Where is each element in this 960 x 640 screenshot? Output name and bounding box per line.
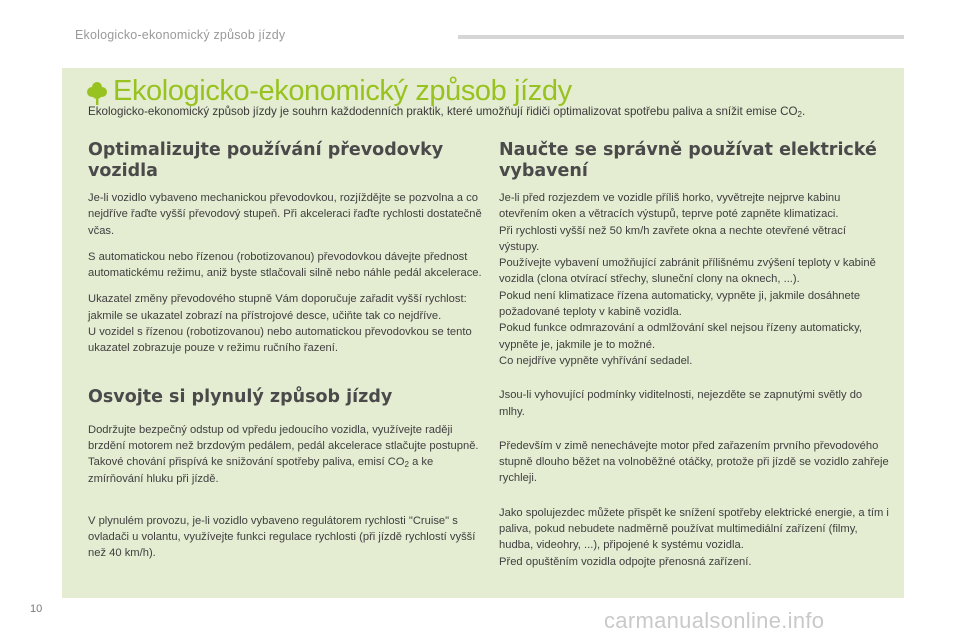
header-rule xyxy=(458,35,904,39)
left-column xyxy=(88,140,486,562)
paragraph: Pokud není klimatizace řízena automaticky, vypněte ji, jakmile dosáhnete požadované teploty v kabině vozidla. xyxy=(499,289,861,319)
paragraph: U vozidel s řízenou (robotizovanou) nebo automatickou převodovkou se tento ukazatel zobrazuje pouze v režimu ručního řazení. xyxy=(88,326,472,355)
paragraph: Je-li před rozjezdem ve vozidle příliš horko, vyvětrejte nejprve kabinu otevřením oken a větracích výstupů, teprve poté zapněte klimatizaci. xyxy=(499,192,841,221)
paragraph: Ukazatel změny převodového stupně Vám doporučuje zařadit vyšší rychlost: jakmile se ukazatel zobrazí na přístrojové desce, učiňte tak co nejdříve. xyxy=(88,293,467,322)
section-title-electrical: Naučte se správně používat elektrické vybavení xyxy=(499,140,877,181)
paragraph: Dodržujte bezpečný odstup od vpředu jedoucího vozidla, využívejte raději brzdění motorem než brzdovým pedálem, pedál akcelerace stlačujte postupně. Takové chování přispívá ke snižování spotřeby paliva, emisí $CO_2$ a ke zmírňování hluku při jízdě. xyxy=(88,423,479,485)
paragraph: V plynulém provozu, je-li vozidlo vybaveno regulátorem rychlosti "Cruise" s ovladači u volantu, využívejte funkci regulace rychlosti (při jízdě rychlostí vyšší než 40 km/h). xyxy=(88,514,476,560)
paragraph: Používejte vybavení umožňující zabránit přílišnému zvýšení teploty v kabině vozidla (clona otvírací střechy, sluneční clony na oknech, ...). xyxy=(499,257,876,286)
paragraph: Jsou-li vyhovující podmínky viditelnosti, nejezděte se zapnutými světly do mlhy. xyxy=(499,389,863,418)
main-title: Ekologicko-ekonomický způsob jízdy xyxy=(113,75,572,107)
watermark: carmanualsonline.info xyxy=(604,608,825,633)
paragraph: Je-li vozidlo vybaveno mechanickou převodovkou, rozjíždějte se pozvolna a co nejdříve řaďte vyšší převodový stupeň. Při akceleraci řaďte rychlosti dostatečně včas. xyxy=(88,192,482,237)
section-title-gearbox: Optimalizujte používání převodovky vozidla xyxy=(88,140,444,181)
section-title-smooth-driving: Osvojte si plynulý způsob jízdy xyxy=(88,386,393,407)
page-number: 10 xyxy=(30,603,43,615)
right-column xyxy=(499,140,889,570)
paragraph: Co nejdříve vypněte vyhřívání sedadel. xyxy=(499,354,693,367)
paragraph: Pokud funkce odmrazování a odmlžování skel nejsou řízeny automaticky, vypněte je, jakmile je to možné. xyxy=(499,322,862,351)
intro-text: Ekologicko-ekonomický způsob jízdy je souhrn každodenních praktik, které umožňují řidiči optimalizovat spotřebu paliva a snížit emise $CO_2$. xyxy=(88,105,806,119)
paragraph: S automatickou nebo řízenou (robotizovanou) převodovkou dávejte přednost automatickému režimu, aniž byste stlačovali silně nebo náhle pedál akcelerace. xyxy=(88,250,482,280)
paragraph: Před opuštěním vozidla odpojte přenosná zařízení. xyxy=(499,555,752,568)
eco-leaf-icon xyxy=(86,80,108,106)
paragraph: Při rychlosti vyšší než 50 km/h zavřete okna a nechte otevřené větrací výstupy. xyxy=(499,224,846,253)
paragraph: Především v zimě nenechávejte motor před zařazením prvního převodového stupně dlouho běžet na volnoběžné otáčky, protože při jízdě se vozidlo zahřeje rychleji. xyxy=(499,439,889,485)
paragraph: Jako spolujezdec můžete přispět ke snížení spotřeby elektrické energie, a tím i paliva, pokud nebudete nadměrně používat multimediální zařízení (filmy, hudba, videohry, ...), připojené k systému vozidla. xyxy=(499,506,889,552)
running-header: Ekologicko-ekonomický způsob jízdy xyxy=(75,28,286,42)
